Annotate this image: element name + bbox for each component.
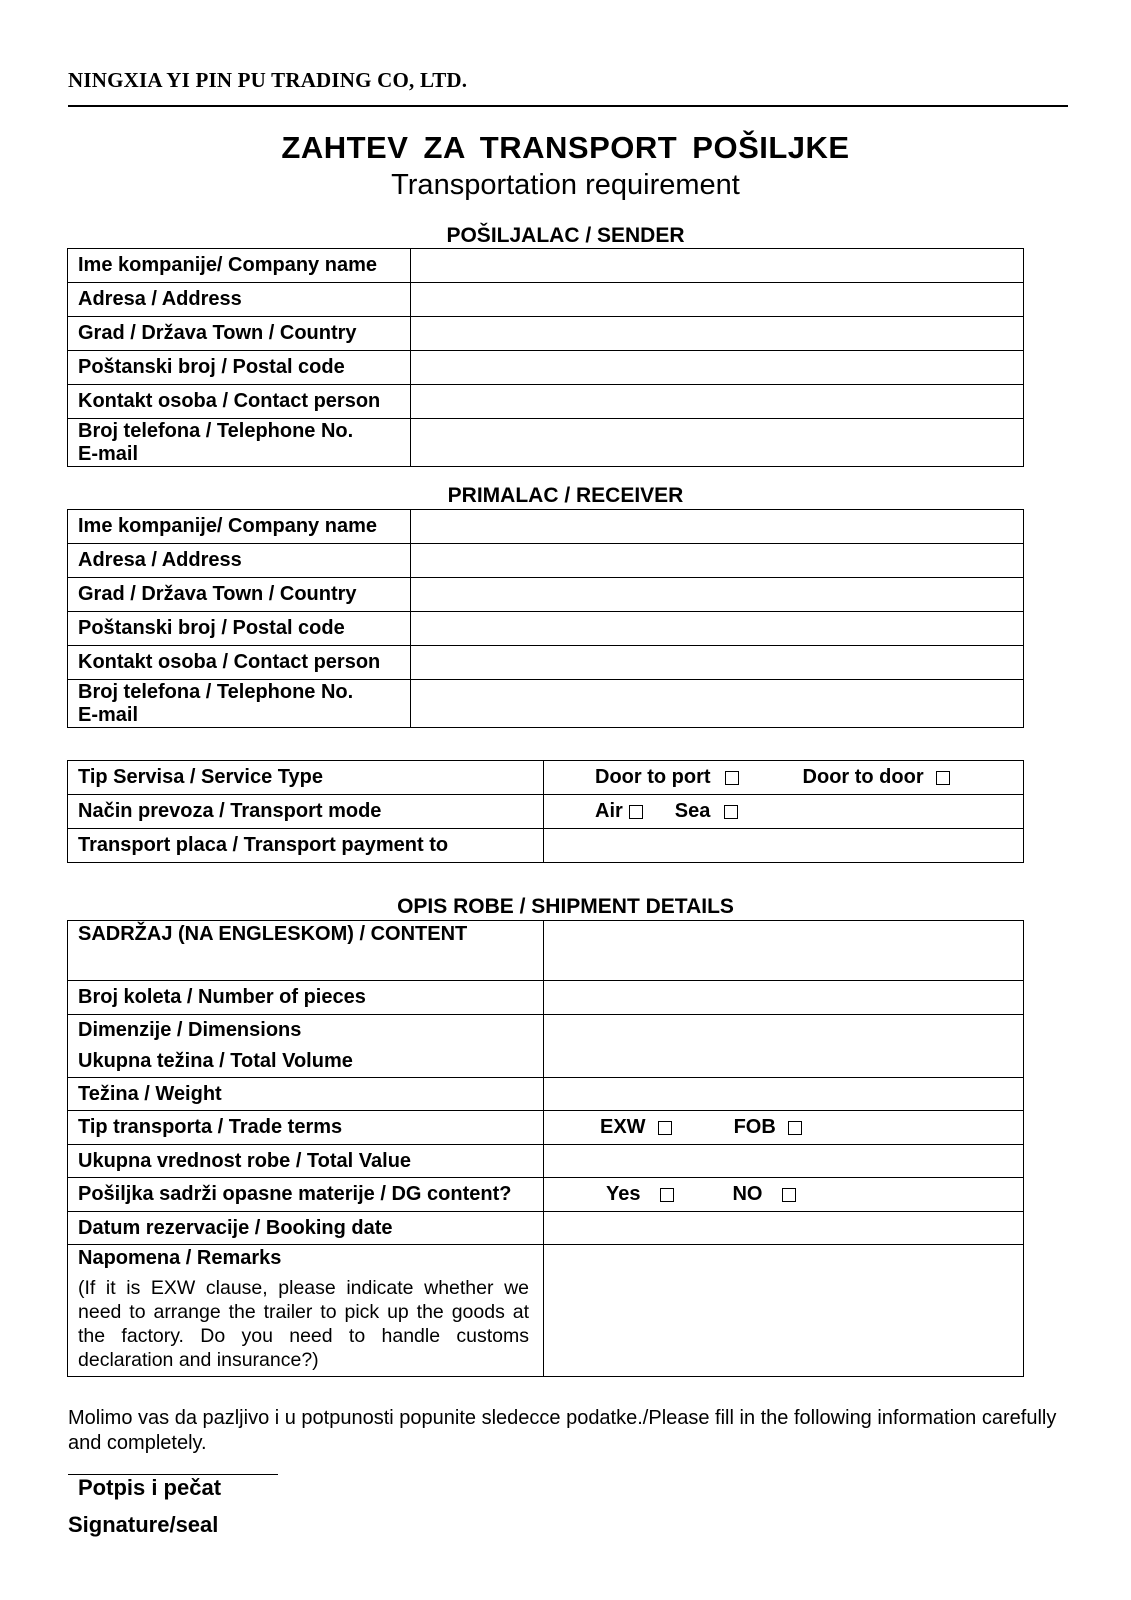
total-value-field[interactable]: [544, 1145, 1024, 1178]
payment-label: Transport placa / Transport payment to: [68, 829, 544, 863]
remarks-note: (If it is EXW clause, please indicate whether we need to arrange the trailer to pick up the goods at the factory. Do you need to handle customs declaration and insurance?): [78, 1277, 529, 1371]
receiver-table: [67, 509, 1024, 728]
sender-postal-label: Poštanski broj / Postal code: [68, 351, 411, 385]
receiver-company-label: Ime kompanije/ Company name: [68, 510, 411, 544]
receiver-phone-text: Broj telefona / Telephone No.: [78, 680, 354, 703]
sender-phone-field[interactable]: [411, 419, 1024, 467]
sender-contact-field[interactable]: [411, 385, 1024, 419]
dg-cell: [544, 1178, 1024, 1212]
sender-contact-label: Kontakt osoba / Contact person: [68, 385, 411, 419]
service-type-label: Tip Servisa / Service Type: [68, 761, 544, 795]
door-to-port-option[interactable]: [595, 766, 739, 789]
booking-date-field[interactable]: [544, 1212, 1024, 1245]
sender-postal-field[interactable]: [411, 351, 1024, 385]
sea-checkbox[interactable]: [724, 805, 738, 819]
trade-terms-label: Tip transporta / Trade terms: [68, 1111, 544, 1145]
weight-label: Težina / Weight: [68, 1078, 544, 1111]
sender-phone-label: [68, 419, 411, 467]
door-to-door-option[interactable]: [803, 766, 950, 789]
shipment-table: [67, 920, 1024, 1377]
signature-label-english: Signature/seal: [68, 1512, 219, 1537]
total-volume-text: Ukupna težina / Total Volume: [78, 1050, 353, 1072]
exw-option[interactable]: [600, 1116, 672, 1139]
payment-field[interactable]: [544, 829, 1024, 863]
exw-checkbox[interactable]: [658, 1121, 672, 1135]
company-name: NINGXIA YI PIN PU TRADING CO, LTD.: [68, 68, 468, 92]
receiver-postal-label: Poštanski broj / Postal code: [68, 612, 411, 646]
pieces-field[interactable]: [544, 981, 1024, 1015]
receiver-town-field[interactable]: [411, 578, 1024, 612]
exw-label: EXW: [600, 1116, 646, 1138]
dg-no-checkbox[interactable]: [782, 1188, 796, 1202]
sender-company-field[interactable]: [411, 249, 1024, 283]
sender-town-field[interactable]: [411, 317, 1024, 351]
shipment-heading: OPIS ROBE / SHIPMENT DETAILS: [397, 895, 734, 918]
dimensions-text: Dimenzije / Dimensions: [78, 1019, 302, 1041]
receiver-email-text: E-mail: [78, 703, 139, 726]
trade-terms-cell: [544, 1111, 1024, 1145]
dg-yes-checkbox[interactable]: [660, 1188, 674, 1202]
sender-company-label: Ime kompanije/ Company name: [68, 249, 411, 283]
form-subtitle: Transportation requirement: [391, 169, 740, 201]
header-divider: [68, 105, 1068, 107]
receiver-address-label: Adresa / Address: [68, 544, 411, 578]
sender-address-field[interactable]: [411, 283, 1024, 317]
fob-option[interactable]: [734, 1116, 802, 1139]
sender-email-text: E-mail: [78, 442, 139, 465]
receiver-phone-label: [68, 680, 411, 728]
air-label: Air: [595, 800, 623, 822]
receiver-contact-label: Kontakt osoba / Contact person: [68, 646, 411, 680]
sender-address-label: Adresa / Address: [68, 283, 411, 317]
door-to-port-checkbox[interactable]: [725, 771, 739, 785]
sender-table: [67, 248, 1024, 467]
sea-label: Sea: [674, 800, 711, 822]
remarks-title: Napomena / Remarks: [78, 1247, 282, 1269]
sender-heading: POŠILJALAC / SENDER: [446, 224, 685, 247]
dg-yes-option[interactable]: [606, 1183, 674, 1206]
receiver-heading: PRIMALAC / RECEIVER: [447, 484, 684, 507]
door-to-door-checkbox[interactable]: [936, 771, 950, 785]
weight-field[interactable]: [544, 1078, 1024, 1111]
receiver-address-field[interactable]: [411, 544, 1024, 578]
dg-no-option[interactable]: [732, 1183, 796, 1206]
dg-yes-label: Yes: [606, 1183, 641, 1205]
receiver-company-field[interactable]: [411, 510, 1024, 544]
receiver-postal-field[interactable]: [411, 612, 1024, 646]
air-option[interactable]: [595, 800, 643, 823]
door-to-door-label: Door to door: [802, 766, 924, 788]
total-value-label: Ukupna vrednost robe / Total Value: [68, 1145, 544, 1178]
fob-label: FOB: [733, 1116, 776, 1138]
pieces-label: Broj koleta / Number of pieces: [68, 981, 544, 1015]
remarks-label: [68, 1245, 544, 1377]
transport-mode-cell: [544, 795, 1024, 829]
receiver-contact-field[interactable]: [411, 646, 1024, 680]
dg-label: Pošiljka sadrži opasne materije / DG content?: [68, 1178, 544, 1212]
form-title: ZAHTEV ZA TRANSPORT POŠILJKE: [281, 130, 850, 165]
fob-checkbox[interactable]: [788, 1121, 802, 1135]
booking-date-label: Datum rezervacije / Booking date: [68, 1212, 544, 1245]
fill-instructions: Molimo vas da pazljivo i u potpunosti popunite sledecce podatke./Please fill in the following information carefully and completely.: [68, 1407, 1057, 1454]
remarks-field[interactable]: [544, 1245, 1024, 1377]
dg-no-label: NO: [732, 1183, 763, 1205]
sea-option[interactable]: [675, 800, 739, 823]
service-type-cell: [544, 761, 1024, 795]
service-table: [67, 760, 1024, 863]
signature-label-local: Potpis i pečat: [78, 1475, 222, 1500]
sender-town-label: Grad / Država Town / Country: [68, 317, 411, 351]
dimensions-field[interactable]: [544, 1015, 1024, 1078]
sender-phone-text: Broj telefona / Telephone No.: [78, 419, 354, 442]
receiver-phone-field[interactable]: [411, 680, 1024, 728]
transport-mode-label: Način prevoza / Transport mode: [68, 795, 544, 829]
door-to-port-label: Door to port: [595, 766, 711, 788]
content-label: SADRŽAJ (NA ENGLESKOM) / CONTENT: [68, 921, 544, 981]
air-checkbox[interactable]: [629, 805, 643, 819]
dimensions-label: [68, 1015, 544, 1078]
receiver-town-label: Grad / Država Town / Country: [68, 578, 411, 612]
content-field[interactable]: [544, 921, 1024, 981]
